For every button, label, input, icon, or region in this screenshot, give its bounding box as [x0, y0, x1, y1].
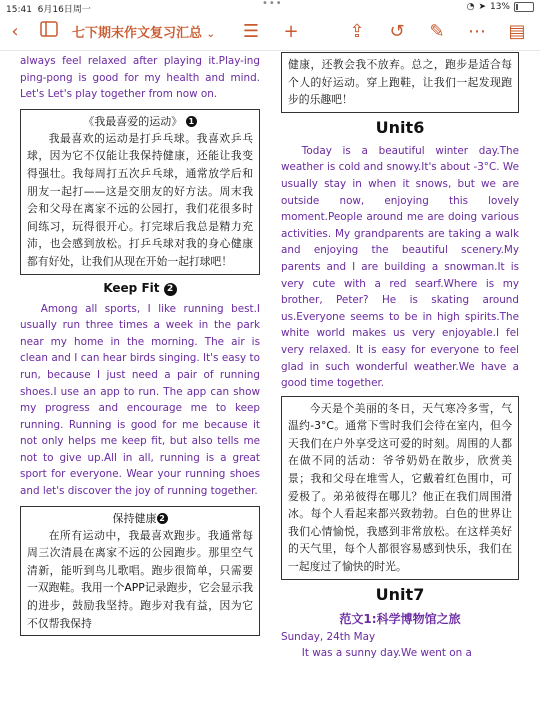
list-icon[interactable]: ☰	[242, 21, 260, 42]
undo-icon[interactable]: ↺	[389, 21, 405, 42]
unit6-heading: Unit6	[375, 117, 425, 137]
battery-icon	[514, 2, 534, 12]
favourite-sport-box	[20, 109, 260, 275]
unit7-text: It was a sunny day.We went on a	[301, 646, 472, 659]
notes-icon[interactable]: ▤	[508, 21, 526, 42]
document-title[interactable]: 七下期末作文复习汇总 ⌄	[72, 26, 215, 41]
unit7-heading: Unit7	[375, 584, 425, 604]
chevron-down-icon[interactable]: ⌄	[206, 29, 215, 40]
sidebar-icon[interactable]	[38, 21, 60, 43]
box-title: 《我最喜爱的运动》 1	[27, 113, 253, 130]
multitask-dots[interactable]: •••	[262, 0, 283, 9]
box-text: 健康，还教会我不放弃。总之，跑步是适合每个人的好运动。穿上跑鞋，让我们一起发现跑步的乐趣吧！	[288, 58, 512, 107]
back-icon[interactable]: ‹	[11, 21, 19, 42]
status-time: 15:41 6月16日周一	[6, 5, 91, 15]
status-right	[467, 2, 534, 12]
battery-level	[516, 4, 518, 10]
battery-percent: 13%	[489, 2, 510, 12]
number-badge: 2	[164, 283, 177, 296]
wifi-icon: ◔	[466, 2, 475, 12]
location-icon: ➤	[478, 2, 486, 12]
keep-healthy-box	[20, 506, 260, 637]
running-continued-box	[281, 52, 519, 113]
unit7-subheading: 范文1:科学博物馆之旅	[339, 611, 461, 626]
add-icon[interactable]: +	[283, 21, 299, 42]
number-badge: 1	[186, 116, 197, 127]
left-column	[20, 51, 260, 636]
number-badge: 2	[157, 513, 168, 524]
keep-fit-text: Among all sports, I like running best.I usually run three times a week in the park near my home in the morning. The air is clean and I can hear birds singing. It's easy to run, because I just need a pair of running shoes.I use an app to run. The app can show my progress and encourage me to keep running. Running is good for me because it not only helps me keep fit, but also tells me not to give up.All in all, running is a great sport for everyone. Wear your running shoes and let's discover the joy of running together.	[20, 302, 260, 498]
box-text: 今天是个美丽的冬日，天气寒冷多雪，气温约-3°C。通常下雪时我们会待在室内，但今天我们在户外享受这可爱的时刻。周围的人都在做不同的活动：爷爷奶奶在散步，欣赏美景；我和父母在堆雪人，它戴着红色围巾，可爱极了。弟弟彼得在哪儿？他正在我们周围滑冰。每个人看起来都兴致勃勃。白色的世界让我们心情愉悦，我感到非常放松。在这样美好的天气里，每个人都很容易感到快乐，我们在一起度过了愉快的时光。	[288, 401, 512, 574]
left-top-paragraph: always feel relaxed after playing it.Play-ing ping-pong is good for my health and mind. Let's Let's play together from now on.	[20, 55, 260, 101]
winter-day-box	[281, 396, 519, 580]
share-icon[interactable]: ⇪	[349, 21, 365, 42]
keep-fit-heading: Keep Fit 2	[20, 279, 260, 297]
box-text: 在所有运动中，我最喜欢跑步。我通常每周三次清晨在离家不远的公园跑步。那里空气清新，能听到鸟儿歌唱。跑步很简单，只需要一双跑鞋。我用一个APP记录跑步，它会显示我的进步，鼓励我坚持。跑步对我有益，因为它不仅帮我保持	[27, 528, 253, 630]
right-column	[281, 51, 519, 661]
toolbar	[0, 14, 540, 51]
box-text: 我最喜欢的运动是打乒乓球。我喜欢乒乓球，因为它不仅能让我保持健康，还能让我变得强壮。我每周打五次乒乓球，通常放学后和朋友一起打——这是交朋友的好方法。周末我会和父母在离家不远的公园打，我们花很多时间练习，玩得很开心。打完球后我总是精力充沛，也会感到放松。打乒乓球对我的身心健康都有好处，让我们从现在开始一起打球吧！	[27, 131, 253, 268]
document-page[interactable]	[0, 51, 540, 720]
markup-pen-icon[interactable]: ✎	[429, 21, 445, 42]
status-bar	[0, 0, 540, 14]
box-title: 保持健康 2	[27, 510, 253, 527]
unit6-text: Today is a beautiful winter day.The weather is cold and snowy.It's about -3°C. We usually stay in when it snows, but we are outside now, enjoying this lovely moment.People around me are doing various activities. My grandparents are taking a walk and enjoying the beautiful scenery.My parents and I are building a snowman.It is very cute with a red searf.Where is my brother, Peter? He is skating around us.Everyone seems to be in high spirits.The white world makes us very enjoyable.I fel very relaxed. It is easy for everyone to feel glad in such wonderful weather.We have a good time together.	[281, 144, 519, 390]
more-icon[interactable]: ⋯	[468, 21, 486, 42]
unit7-date: Sunday, 24th May	[281, 630, 376, 643]
